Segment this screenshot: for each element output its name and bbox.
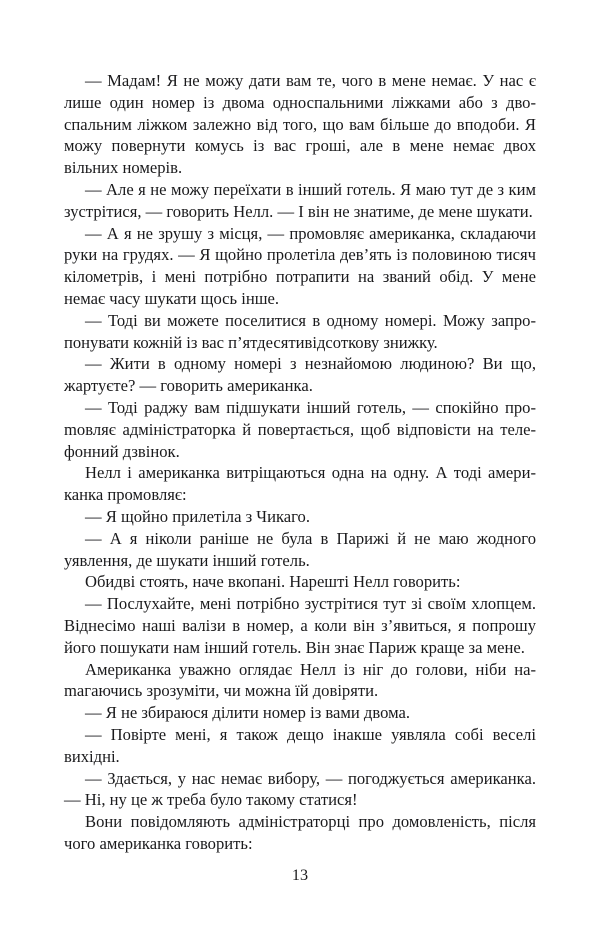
- page-number: 13: [291, 866, 309, 884]
- paragraph: Американка уважно оглядає Нелл із ніг до голови, ніби наmагаючись зрозуміти, чи можна їй довіряти.: [64, 659, 536, 701]
- paragraph: — Я не збираюся ділити номер із вами двома.: [85, 703, 410, 723]
- paragraph: — А я не зрушу з місця, — промовляє американка, складаючи руки на грудях. — Я щойно пролетіла дев’ять із половиною тисяч кілометрів, і мені потрібно потрапити на званий обід. У мене немає часу шукати щось інше.: [64, 223, 536, 308]
- page-body-text: [64, 70, 536, 855]
- paragraph: — Здається, у нас немає вибору, — погоджується американка. — Ні, ну це ж треба було такому статися!: [64, 768, 536, 810]
- paragraph: — Я щойно прилетіла з Чикаго.: [85, 506, 310, 526]
- paragraph: — Повірте мені, я також дещо інакше уявляла собі веселі вихідні.: [64, 724, 536, 766]
- paragraph: Вони повідомляють адміністраторці про домовленість, після чого американка говорить:: [64, 812, 536, 853]
- paragraph: — Але я не можу переїхати в інший готель. Я маю тут де з ким зустрітися, — говорить Нелл. — І він не знатиме, де мене шукати.: [64, 179, 536, 221]
- paragraph: — Послухайте, мені потрібно зустрітися тут зі своїм хлопцем. Віднесімо наші валізи в номер, а коли він з’явиться, я попрошу його пошукати нам інший готель. Він знає Париж краще за мене.: [64, 594, 536, 657]
- paragraph: — Тоді раджу вам підшукати інший готель, — спокійно проmовляє адміністраторка й повертається, щоб відповісти на телефонний дзвінок.: [64, 397, 536, 461]
- paragraph: — Жити в одному номері з незнайомою людиною? Ви що, жартуєте? — говорить американка.: [64, 354, 536, 396]
- paragraph: — Тоді ви можете поселитися в одному номері. Можу запропонувати кожній із вас п’ятдесятивідсоткову знижку.: [64, 310, 536, 352]
- paragraph: Обидві стоять, наче вкопані. Нарешті Нелл говорить:: [85, 572, 461, 592]
- paragraph: — А я ніколи раніше не була в Парижі й не маю жодного уявлення, де шукати інший готель.: [64, 528, 536, 570]
- paragraph: Нелл і американка витріщаються одна на одну. А тоді американка промовляє:: [64, 463, 536, 505]
- paragraph: — Мадам! Я не можу дати вам те, чого в мене немає. У нас є лише один номер із двома односпальними ліжками або з двоспальним ліжком залежно від того, що вам більше до вподоби. Я можу повернути комусь із вас гроші, але в мене немає двох вільних номерів.: [64, 71, 536, 178]
